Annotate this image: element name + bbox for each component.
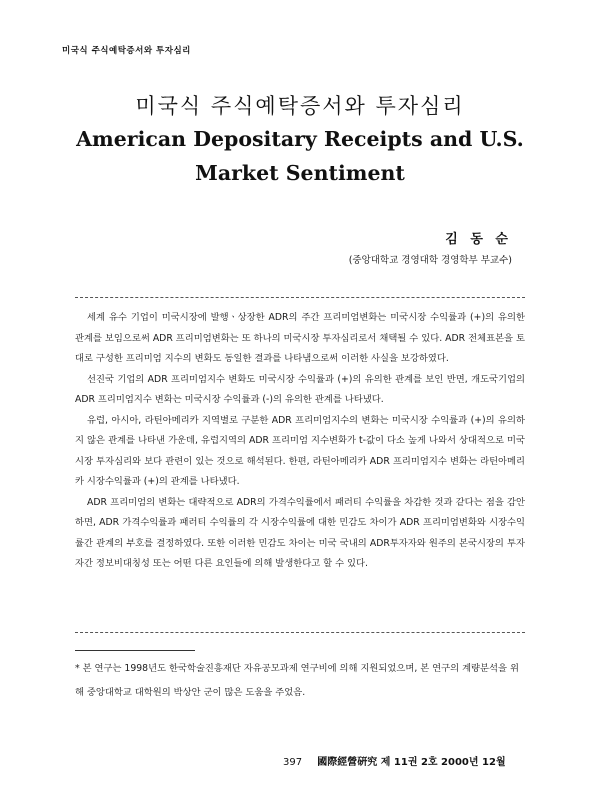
abstract-paragraph: ADR 프리미엄의 변화는 대략적으로 ADR의 가격수익률에서 패러티 수익률을 차감한 것과 같다는 점을 감안하면, ADR 가격수익률과 패러티 수익률의 각 시장수익률에 대한 민감도 차이가 ADR 프리미엄변화와 시장수익률간 관계의 부호를 결정하였다. 또한 이러한 민감도 차이는 미국 국내의 ADR투자자와 원주의 본국시장의 투자자간 정보비대칭성 또는 어떤 다른 요인들에 의해 발생한다고 할 수 있다. xyxy=(75,496,525,569)
journal-citation: 國際經營硏究 제 11권 2호 2000년 12월 xyxy=(317,757,506,768)
title-english: American Depositary Receipts and U.S. Market Sentiment xyxy=(76,127,524,185)
footnote-text: * 본 연구는 1998년도 한국학술진흥재단 자유공모과제 연구비에 의해 지원되었으며, 본 연구의 계량분석을 위해 중앙대학교 대학원의 박상안 군이 많은 도움을 주었음. xyxy=(75,663,519,698)
abstract-top-rule xyxy=(75,297,525,298)
abstract-bottom-rule xyxy=(75,632,525,633)
abstract-paragraph: 세계 유수 기업이 미국시장에 발행ㆍ상장한 ADR의 주간 프리미엄변화는 미국시장 수익률과 (+)의 유의한 관계를 보임으로써 ADR 프리미엄변화는 또 하나의 미국시장 투자심리로서 채택될 수 있다. ADR 전체표본을 토대로 구성한 프리미엄 지수의 변화도 동일한 결과를 나타냄으로써 이러한 사실을 보강하였다. xyxy=(75,312,525,364)
abstract-paragraph: 선진국 기업의 ADR 프리미엄지수 변화도 미국시장 수익률과 (+)의 유의한 관계를 보인 반면, 개도국기업의 ADR 프리미엄지수 변화는 미국시장 수익률과 (-)의 유의한 관계를 나타냈다. xyxy=(75,373,525,405)
author-name: 김 동 순 xyxy=(445,232,512,247)
footnote-rule xyxy=(75,650,195,651)
running-head: 미국식 주식예탁증서와 투자심리 xyxy=(62,46,191,56)
footnote xyxy=(75,657,525,705)
abstract xyxy=(75,308,525,575)
abstract-paragraph: 유럽, 아시아, 라틴아메리카 지역별로 구분한 ADR 프리미엄지수의 변화는 미국시장 수익률과 (+)의 유의하지 않은 관계를 나타낸 가운데, 유럽지역의 ADR 프리미엄 지수변화가 t-값이 다소 높게 나와서 상대적으로 미국시장 투자심리와 보다 관련이 있는 것으로 해석된다. 한편, 라틴아메리카 ADR 프리미엄지수 변화는 라틴아메리카 시장수익률과 (+)의 관계를 나타냈다. xyxy=(75,414,525,487)
page-footer xyxy=(283,753,506,768)
page-number: 397 xyxy=(283,757,303,768)
author-affiliation: (중앙대학교 경영대학 경영학부 부교수) xyxy=(348,255,512,266)
title-korean: 미국식 주식예탁증서와 투자심리 xyxy=(135,94,465,118)
